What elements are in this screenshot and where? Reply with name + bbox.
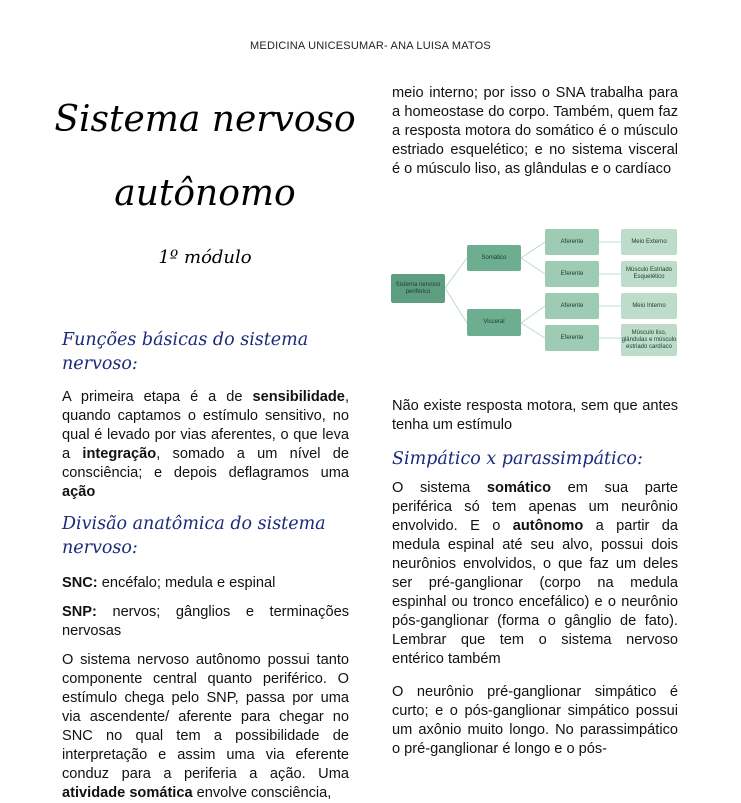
paragraph-text: O sistema <box>392 480 487 496</box>
paragraph-internal-medium: meio interno; por isso o SNA trabalha para a homeostase do corpo. Também, quem faz a resposta motora do somático é o músculo estriado esquelético; e no sistema visceral é o músculo liso, as glândulas e o cardíaco <box>392 85 678 177</box>
bold-term: autônomo <box>512 518 584 534</box>
right-column-lower <box>392 397 678 759</box>
snp-text: nervos; gânglios e terminações nervosas <box>62 604 349 639</box>
snc-text: encéfalo; medula e espinal <box>97 575 276 591</box>
diagram-leaf-skeletal-muscle: Músculo Estriado Esquelético <box>621 261 677 287</box>
paragraph-snc <box>62 574 349 593</box>
paragraph-text: a partir da medula espinal até seu alvo, possui dois neurônios envolvidos, o que faz um deles ser pré-ganglionar (corpo na medula espinhal ou tronco encefálico) e o neurônio pós-ganglionar (forma o gânglio de fato). Lembrar que tem o sistema nervoso entérico também <box>392 518 678 667</box>
paragraph-no-response: Não existe resposta motora, sem que antes tenha um estímulo <box>392 398 678 433</box>
paragraph-sna <box>62 651 349 803</box>
page-header: MEDICINA UNICESUMAR- ANA LUISA MATOS <box>250 40 491 52</box>
paragraph-text: A primeira etapa é a de <box>62 389 253 405</box>
diagram-leaf-internal-medium: Meio Interno <box>621 293 677 319</box>
diagram-node-visceral-efferent: Eferente <box>545 325 599 351</box>
diagram-node-visceral-afferent: Aferente <box>545 293 599 319</box>
section-heading-functions: Funções básicas do sistema nervoso: <box>62 330 309 374</box>
bold-term: somático <box>486 480 551 496</box>
diagram-node-somatic: Somático <box>467 245 521 271</box>
diagram-node-somatic-afferent: Aferente <box>545 229 599 255</box>
page-title-line2: autônomo <box>114 173 296 214</box>
diagram-node-visceral: Visceral <box>467 309 521 336</box>
paragraph-text: em sua parte periférica só tem apenas um neurônio envolvido. E o <box>392 480 678 534</box>
bold-term: atividade somática <box>62 785 193 801</box>
paragraph-text: envolve consciência, <box>192 785 332 801</box>
diagram-leaf-external-medium: Meio Externo <box>621 229 677 255</box>
snp-label: SNP: <box>62 604 97 620</box>
paragraph-text: , quando captamos o estímulo sensitivo, no qual é levado por vias aferentes, o que leva a <box>62 389 349 462</box>
diagram-leaf-smooth-muscle: Músculo liso, glândulas e músculo estriado cardíaco <box>621 324 677 356</box>
bold-term: integração <box>82 446 157 462</box>
snc-label: SNC: <box>62 575 98 591</box>
bold-term: ação <box>62 484 96 500</box>
nervous-system-diagram <box>385 225 685 360</box>
paragraph-text: , somado a um nível de consciência; e depois deflagramos uma <box>62 446 349 481</box>
paragraph-preganglionic: O neurônio pré-ganglionar simpático é curto; e o pós-ganglionar simpático possui um axônio muito longo. No parassimpático o pré-ganglionar é longo e o pós- <box>392 684 678 757</box>
paragraph-text: O sistema nervoso autônomo possui tanto componente central quanto periférico. O estímulo chega pelo SNP, passa por uma via ascendente/ aferente para chegar no SNC no qual tem a possibilidade de interpretação e assim uma via eferente conduz para a periferia a ação. Uma <box>62 652 349 782</box>
section-heading-sympathetic: Simpático x parassimpático: <box>392 449 643 469</box>
section-heading-anatomy: Divisão anatômica do sistema nervoso: <box>62 514 326 558</box>
left-column <box>62 328 349 803</box>
page-title: Sistema nervoso <box>54 99 356 140</box>
paragraph-snp <box>62 603 349 641</box>
diagram-node-root: Sistema nervoso periférico <box>391 274 445 303</box>
bold-term: sensibilidade <box>252 389 345 405</box>
module-label: 1º módulo <box>158 247 252 268</box>
diagram-node-somatic-efferent: Eferente <box>545 261 599 287</box>
paragraph-somatic-autonomic <box>392 479 678 669</box>
paragraph-functions <box>62 388 349 502</box>
